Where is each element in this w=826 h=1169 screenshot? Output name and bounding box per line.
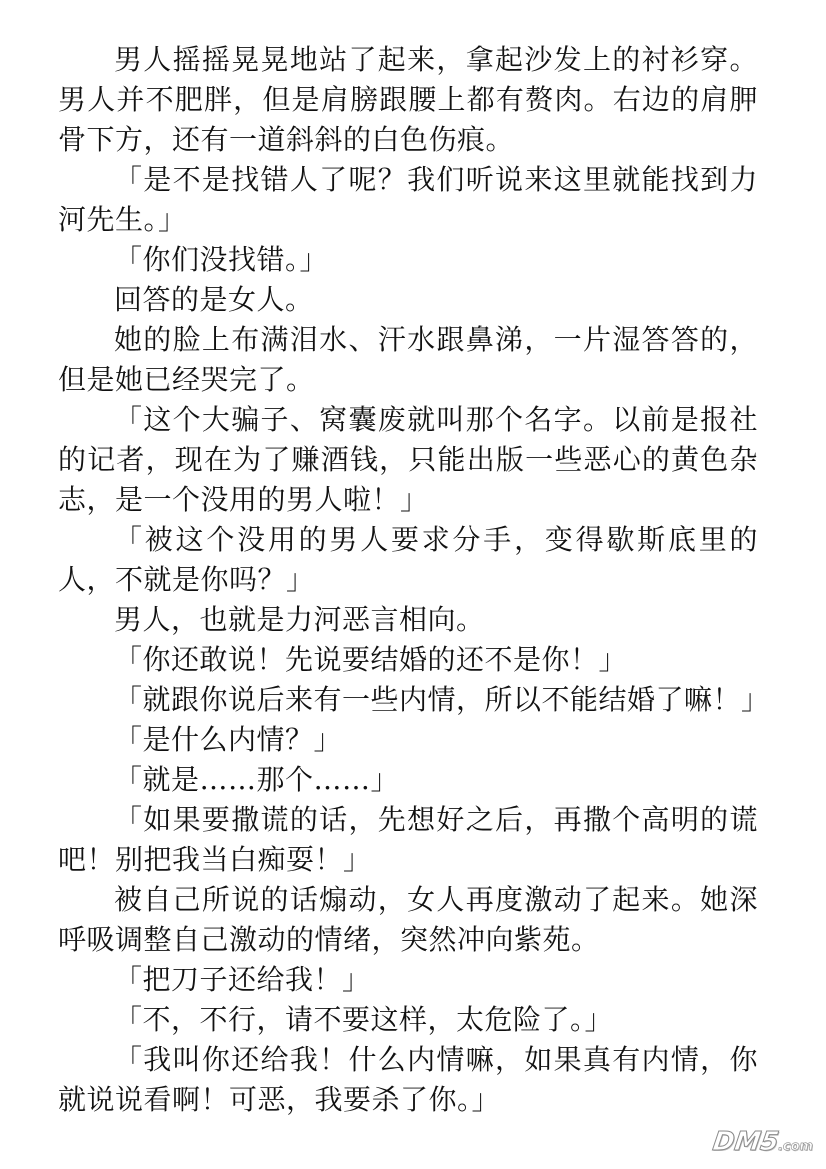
paragraph: 「这个大骗子、窝囊废就叫那个名字。以前是报社的记者，现在为了赚酒钱，只能出版一些恶心的黄色杂志，是一个没用的男人啦！」 xyxy=(58,403,758,516)
watermark-suffix: .com xyxy=(777,1139,815,1154)
paragraph: 她的脸上布满泪水、汗水跟鼻涕，一片湿答答的，但是她已经哭完了。 xyxy=(58,323,758,396)
paragraph: 「我叫你还给我！什么内情嘛，如果真有内情，你就说说看啊！可恶，我要杀了你。」 xyxy=(58,1043,758,1116)
watermark-main: DM5 xyxy=(711,1127,781,1157)
paragraph: 「你还敢说！先说要结婚的还不是你！」 xyxy=(114,643,628,676)
paragraph: 回答的是女人。 xyxy=(114,283,314,316)
paragraph: 男人摇摇晃晃地站了起来，拿起沙发上的衬衫穿。男人并不肥胖，但是肩膀跟腰上都有赘肉。右边的肩胛骨下方，还有一道斜斜的白色伤痕。 xyxy=(58,43,758,156)
paragraph: 「就跟你说后来有一些内情，所以不能结婚了嘛！」 xyxy=(114,683,770,716)
paragraph: 「被这个没用的男人要求分手，变得歇斯底里的人，不就是你吗？」 xyxy=(58,523,758,596)
paragraph: 「把刀子还给我！」 xyxy=(114,963,371,996)
page-text xyxy=(58,40,770,1120)
paragraph: 男人，也就是力河恶言相向。 xyxy=(114,603,485,636)
paragraph: 「是不是找错人了呢？我们听说来这里就能找到力河先生。」 xyxy=(58,163,758,236)
paragraph: 「你们没找错。」 xyxy=(114,243,329,276)
paragraph: 被自己所说的话煽动，女人再度激动了起来。她深呼吸调整自己激动的情绪，突然冲向紫苑。 xyxy=(58,883,758,956)
paragraph: 「不，不行，请不要这样，太危险了。」 xyxy=(114,1003,614,1036)
watermark-logo xyxy=(711,1127,816,1157)
paragraph: 「是什么内情？」 xyxy=(114,723,343,756)
paragraph: 「就是……那个……」 xyxy=(114,763,400,796)
paragraph: 「如果要撒谎的话，先想好之后，再撒个高明的谎吧！别把我当白痴耍！」 xyxy=(58,803,758,876)
